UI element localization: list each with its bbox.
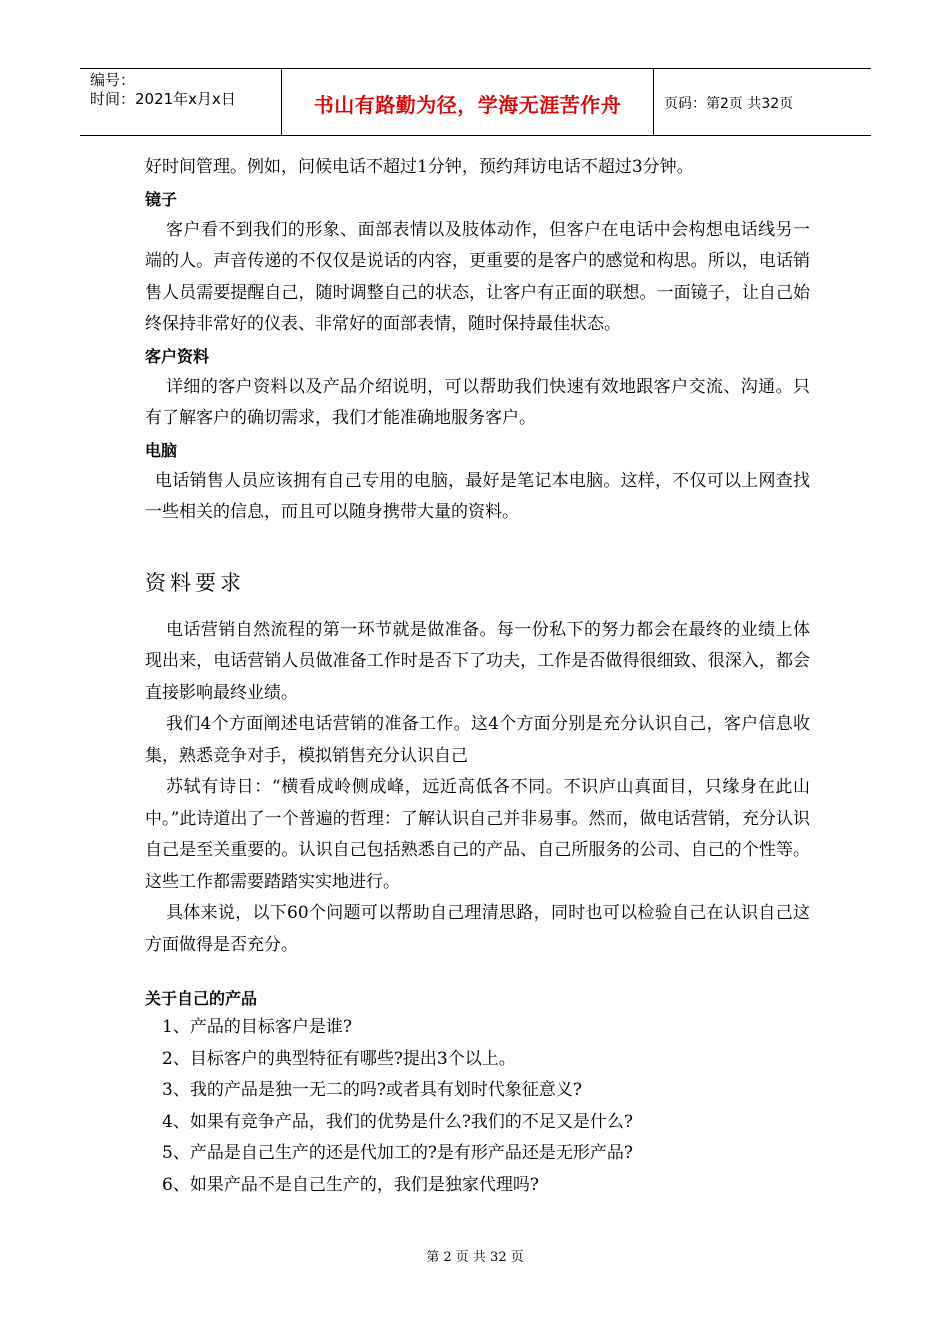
paragraph-prep-1: 电话营销自然流程的第一环节就是做准备。每一份私下的努力都会在最终的业绩上体现出来，电话营销人员做准备工作时是否下了功夫，工作是否做得很细致、很深入，都会直接影响最终业绩。 [145, 619, 810, 703]
paragraph-customer-data: 详细的客户资料以及产品介绍说明，可以帮助我们快速有效地跟客户交流、沟通。只有了解客户的确切需求，我们才能准确地服务客户。 [145, 376, 810, 428]
section-title: 资料要求 [145, 570, 245, 595]
paragraph-prep-2: 我们4个方面阐述电话营销的准备工作。这4个方面分别是充分认识自己，客户信息收集，熟悉竞争对手，模拟销售充分认识自己 [145, 714, 810, 766]
subheading-computer: 电脑 [145, 440, 178, 460]
paragraph-intro: 好时间管理。例如，问候电话不超过1分钟，预约拜访电话不超过3分钟。 [145, 157, 694, 177]
question-item: 6、如果产品不是自己生产的，我们是独家代理吗? [162, 1174, 539, 1195]
subheading-mirror: 镜子 [145, 189, 178, 209]
question-item: 3、我的产品是独一无二的吗?或者具有划时代象征意义? [162, 1080, 583, 1100]
document-body [145, 152, 810, 1201]
question-item: 5、产品是自己生产的还是代加工的?是有形产品还是无形产品? [162, 1143, 634, 1163]
question-item: 4、如果有竞争产品，我们的优势是什么?我们的不足又是什么? [162, 1111, 634, 1132]
page-header [80, 68, 871, 136]
subheading-products: 关于自己的产品 [145, 989, 258, 1008]
question-item: 1、产品的目标客户是谁? [162, 1017, 352, 1037]
header-number-label: 编号： [90, 71, 136, 89]
page-footer: 第 2 页 共 32 页 [426, 1250, 524, 1265]
paragraph-computer: 电话销售人员应该拥有自己专用的电脑，最好是笔记本电脑。这样，不仅可以上网查找一些相关的信息，而且可以随身携带大量的资料。 [145, 470, 810, 522]
paragraph-prep-4: 具体来说，以下60个问题可以帮助自己理清思路，同时也可以检验自己在认识自己这方面做得是否充分。 [145, 903, 810, 955]
paragraph-mirror: 客户看不到我们的形象、面部表情以及肢体动作，但客户在电话中会构想电话线另一端的人。声音传递的不仅仅是说话的内容，更重要的是客户的感觉和构思。所以，电话销售人员需要提醒自己，随时调整自己的状态，让客户有正面的联想。一面镜子，让自己始终保持非常好的仪表、非常好的面部表情，随时保持最佳状态。 [145, 219, 810, 334]
question-item: 2、目标客户的典型特征有哪些?提出3个以上。 [162, 1048, 516, 1069]
header-motto: 书山有路勤为径，学海无涯苦作舟 [282, 69, 654, 135]
header-meta [80, 69, 282, 135]
header-page-info: 页码：第2页 共32页 [664, 96, 794, 112]
subheading-customer-data: 客户资料 [145, 346, 210, 366]
question-list [145, 1012, 810, 1201]
paragraph-prep-3: 苏轼有诗日：“横看成岭侧成峰，远近高低各不同。不识庐山真面目，只缘身在此山中。”此诗道出了一个普遍的哲理：了解认识自己并非易事。然而，做电话营销，充分认识自己是至关重要的。认识自己包括熟悉自己的产品、自己所服务的公司、自己的个性等。这些工作都需要踏踏实实地进行。 [145, 777, 810, 892]
header-date: 时间：2021年x月x日 [90, 90, 236, 108]
